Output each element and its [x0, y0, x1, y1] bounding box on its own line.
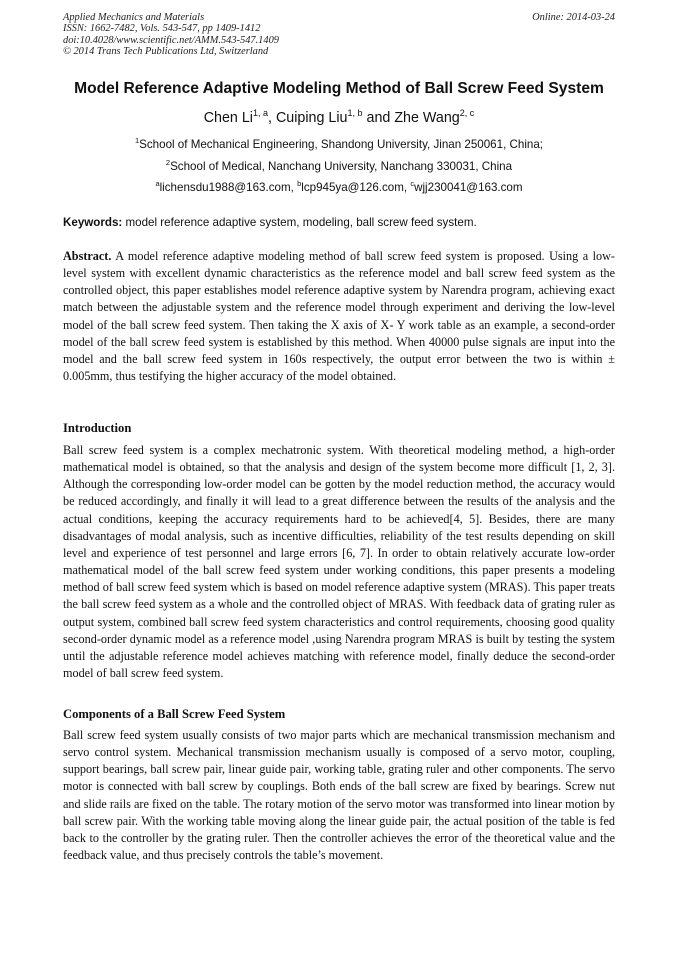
issn-line: ISSN: 1662-7482, Vols. 543-547, pp 1409-1412 — [63, 23, 261, 35]
email-address: lichensdu1988@163.com, — [159, 181, 298, 194]
author-affiliation-mark: 1, b — [347, 108, 363, 118]
affiliation-mark: 1 — [134, 136, 140, 145]
affiliation-text: School of Medical, Nanchang University, Nanchang 330031, China — [170, 160, 513, 173]
affiliation — [0, 160, 678, 173]
paper-title: Model Reference Adaptive Modeling Method of Ball Screw Feed System — [74, 80, 604, 97]
email-mark: b — [297, 179, 302, 188]
components-body: Ball screw feed system usually consists of two major parts which are mechanical transmission mechanism and servo control system. Mechanical transmission mechanism usually is composed of a servo motor, coupling, support bearings, ball screw pair, linear guide pair, working table, grating ruler and other components. The servo motor is connected with ball screw by couplings. Both ends of the ball screw are fixed by bearings. Screw nut and slide rails are fixed on the table. The rotary motion of the servo motor was transformed into linear motion by ball screw pair. With the working table moving along the linear guide pair, the actual position of the table is fed back to the controller by the grating ruler. Then the controller achieves the error of the theoretical value and the feedback value, and thus precisely controls the table’s movement. — [63, 728, 615, 863]
author-list — [0, 110, 678, 126]
affiliation-text: School of Mechanical Engineering, Shandong University, Jinan 250061, China; — [139, 138, 544, 151]
author-affiliation-mark: 2, c — [459, 108, 475, 118]
doi-line: doi:10.4028/www.scientific.net/AMM.543-547.1409 — [63, 34, 279, 46]
author-separator: , — [268, 110, 276, 126]
author-name: Chen Li — [203, 110, 253, 126]
section-heading-components: Components of a Ball Screw Feed System — [63, 707, 286, 721]
author-name: Cuiping Liu — [275, 110, 348, 126]
keywords-label: Keywords: — [63, 216, 123, 229]
author-separator: and — [362, 110, 395, 126]
author-affiliation-mark: 1, a — [252, 108, 268, 118]
email-mark: c — [410, 179, 415, 188]
keywords-text: model reference adaptive system, modeling, ball screw feed system. — [122, 216, 477, 229]
section-heading-introduction: Introduction — [63, 421, 132, 435]
email-address: lcp945ya@126.com, — [301, 181, 411, 194]
abstract — [63, 248, 615, 385]
copyright-line: © 2014 Trans Tech Publications Ltd, Switzerland — [63, 46, 269, 58]
abstract-label: Abstract. — [63, 249, 112, 263]
email-line — [0, 181, 678, 194]
journal-name: Applied Mechanics and Materials — [63, 12, 205, 23]
email-mark: a — [155, 179, 160, 188]
author-name: Zhe Wang — [394, 110, 460, 126]
affiliation — [0, 138, 678, 151]
online-date: Online: 2014-03-24 — [532, 12, 615, 23]
keywords — [63, 216, 615, 229]
introduction-body: Ball screw feed system is a complex mechatronic system. With theoretical modeling method, a high-order mathematical model is obtained, so that the analysis and design of the system become more difficult [1, 2, 3]. Although the corresponding low-order model can be gotten by the model reduction method, the accuracy would be reduced accordingly, and finally it will lead to a great difference between the results of the analysis and the actual conditions, keeping the accuracy requirements hard to be achieved[4, 5]. Besides, there are many disadvantages of modal analysis, such as incentive difficulties, reliability of the test results depending on skill level and experience of test personnel and large errors [6, 7]. In order to obtain relatively accurate low-order mathematical model of the ball screw feed system under working conditions, this paper presents a modeling method of ball screw feed system which is based on model reference adaptive system (MRAS). This paper treats the ball screw feed system as a whole and the controlled object of MRAS. With feedback data of grating ruler as output system, combined ball screw feed system characteristics and control requirements, choosing good quality second-order dynamic model as a reference model ,using Narendra program MRAS is built by testing the system until the adjustable reference model achieves matching with reference model, finally deduce the second-order model of ball screw feed system. — [63, 443, 615, 681]
email-address: wjj230041@163.com — [414, 181, 523, 194]
abstract-text: A model reference adaptive modeling method of ball screw feed system is proposed. Using a low-level system with excellent dynamic characteristics as the reference model and ball screw feed system as the controlled object, this paper establishes model reference adaptive system by Narendra program, achieving exact match between the adjustable system and the reference model through experiment and deriving the low-level model of the ball screw feed system. Then taking the X axis of X- Y work table as an example, a second-order model of the ball screw feed system is established by this method. When 40000 pulse signals are input into the model and the ball screw feed system in 160s respectively, the output error between the two is within ± 0.005mm, thus testifying the higher accuracy of the model obtained. — [63, 249, 615, 384]
journal-header — [63, 12, 279, 58]
affiliation-mark: 2 — [165, 158, 171, 167]
